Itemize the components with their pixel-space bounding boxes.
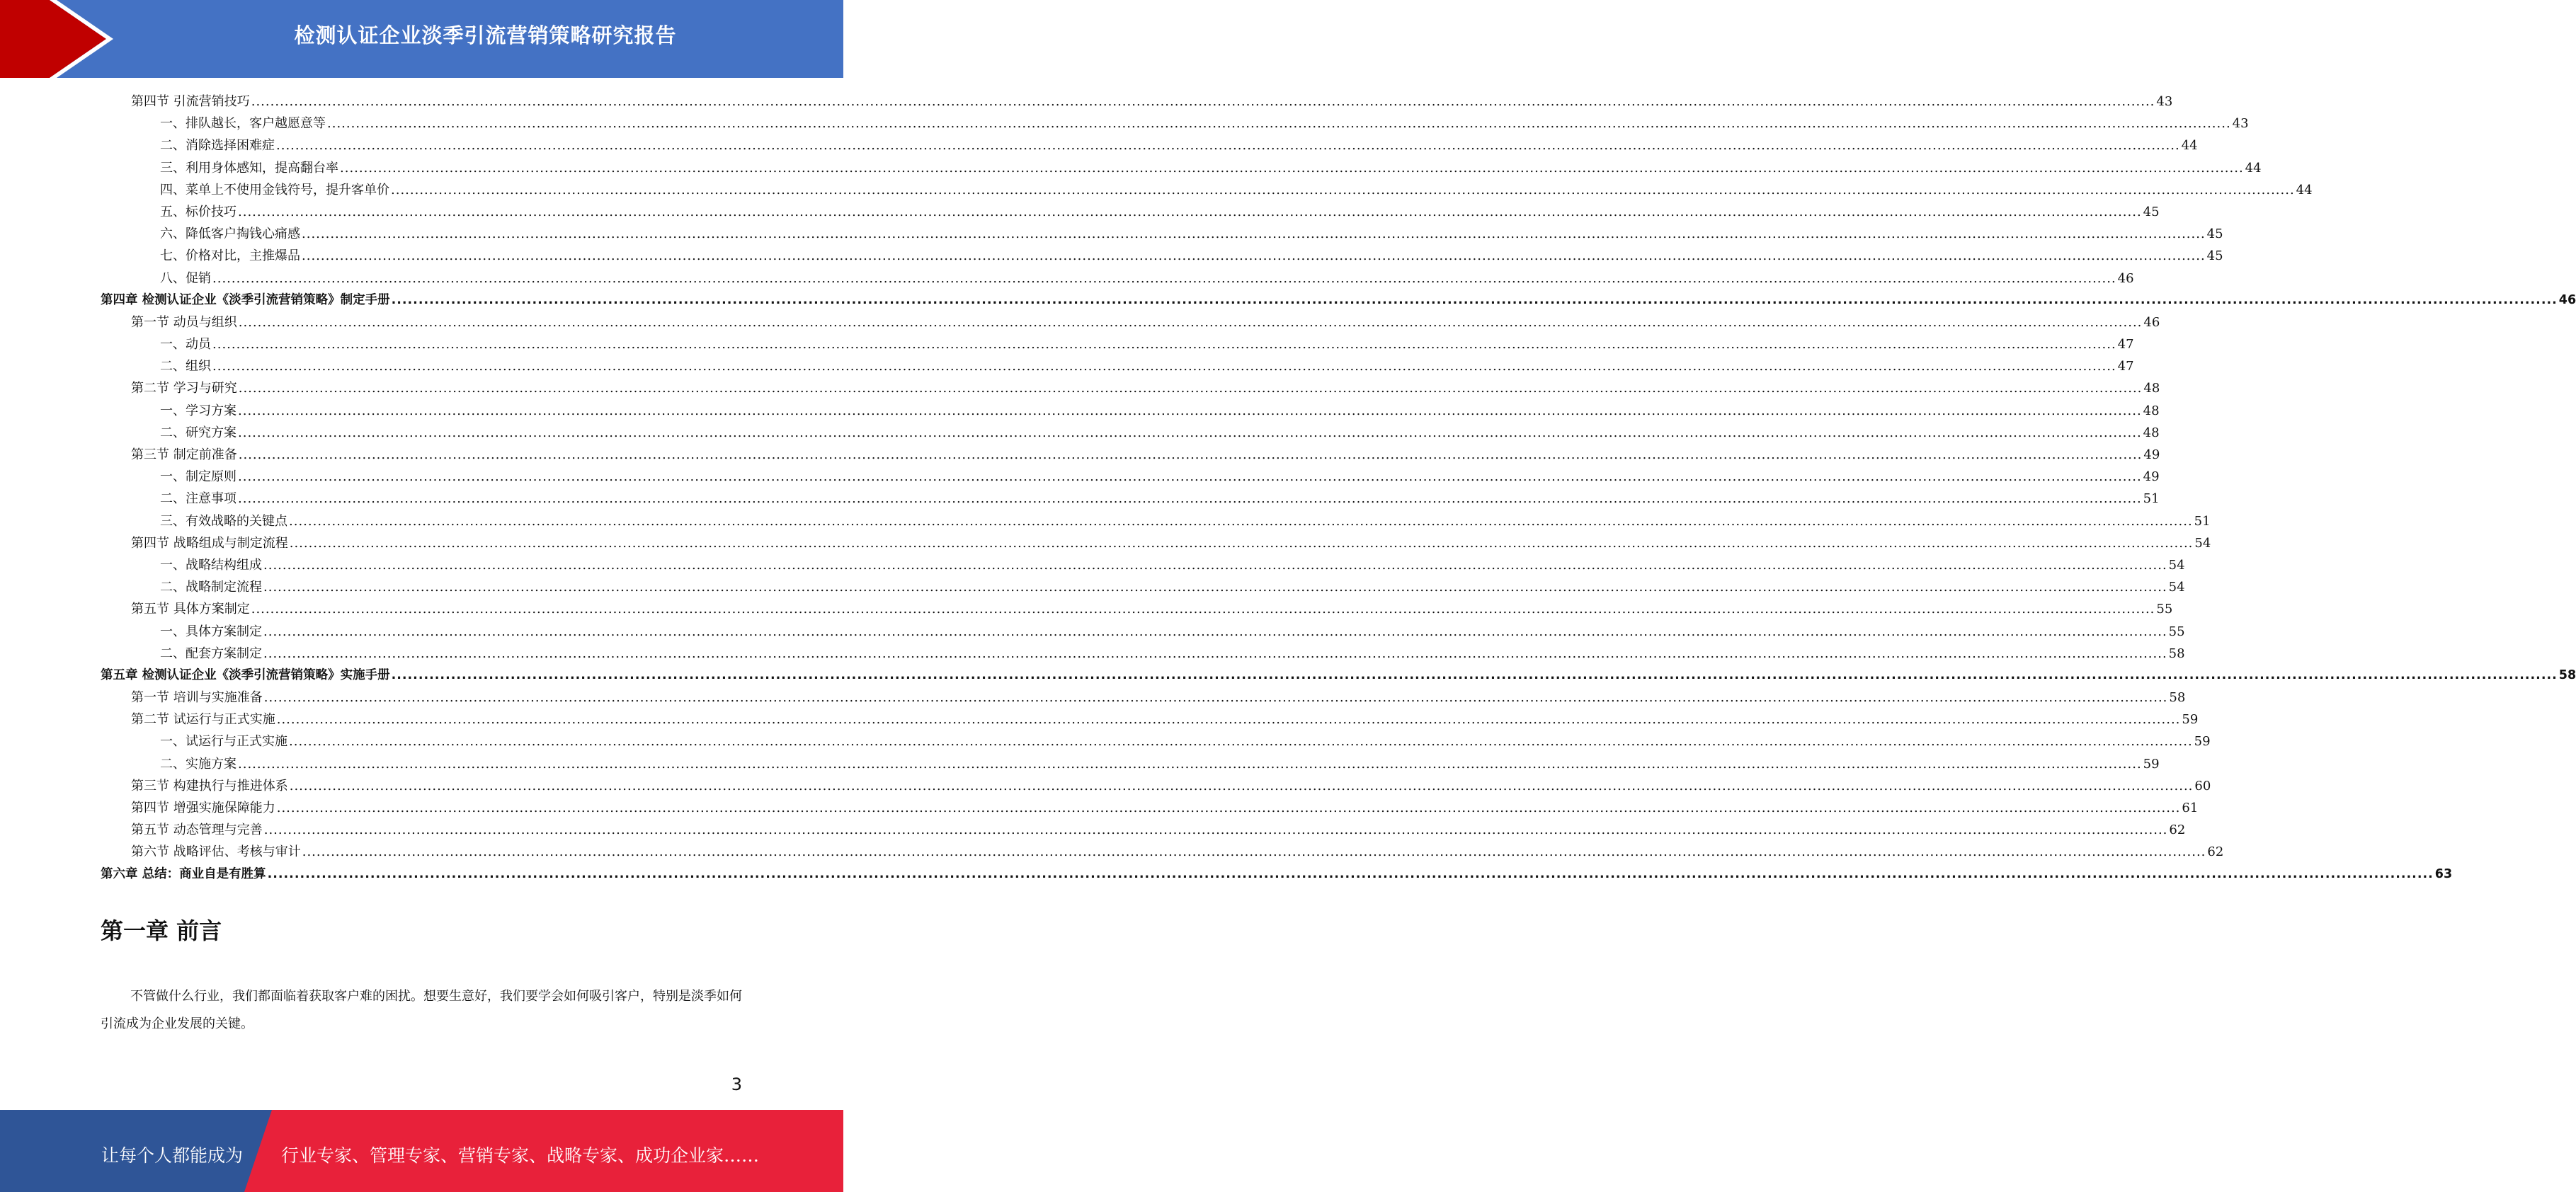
toc-entry-label: 第一节 动员与组织 xyxy=(131,314,237,330)
toc-entry-page: 58 xyxy=(2169,690,2186,706)
toc-entry-page: 47 xyxy=(2117,359,2134,374)
toc-dot-leader: ................................................................................................................................................................................................................................................................................................................................................................................................................ xyxy=(238,491,2142,507)
toc-entry[interactable] xyxy=(101,864,2453,886)
toc-entry[interactable] xyxy=(101,223,2223,245)
toc-entry-page: 51 xyxy=(2194,513,2211,529)
toc-dot-leader: ................................................................................................................................................................................................................................................................................................................................................................................................................ xyxy=(238,403,2142,418)
toc-dot-leader: ................................................................................................................................................................................................................................................................................................................................................................................................................ xyxy=(302,227,2206,242)
toc-entry-page: 58 xyxy=(2168,646,2185,661)
toc-dot-leader: ................................................................................................................................................................................................................................................................................................................................................................................................................ xyxy=(212,359,2116,374)
toc-entry[interactable] xyxy=(101,576,2185,598)
toc-entry[interactable] xyxy=(101,819,2186,841)
toc-entry-label: 一、战略结构组成 xyxy=(160,557,262,573)
toc-entry[interactable] xyxy=(101,598,2173,620)
toc-entry[interactable] xyxy=(101,510,2211,532)
toc-entry-page: 48 xyxy=(2143,381,2160,396)
toc-dot-leader: ................................................................................................................................................................................................................................................................................................................................................................................................................ xyxy=(251,602,2155,617)
toc-entry-label: 四、菜单上不使用金钱符号，提升客单价 xyxy=(160,182,389,197)
toc-dot-leader: ................................................................................................................................................................................................................................................................................................................................................................................................................ xyxy=(302,844,2206,860)
toc-entry-label: 八、促销 xyxy=(160,270,211,286)
toc-entry[interactable] xyxy=(101,730,2211,752)
toc-entry-page: 49 xyxy=(2143,469,2160,485)
toc-entry-label: 七、价格对比，主推爆品 xyxy=(160,248,300,264)
toc-entry-label: 二、注意事项 xyxy=(160,491,236,507)
toc-entry-label: 第二节 试运行与正式实施 xyxy=(131,712,275,728)
toc-entry[interactable] xyxy=(101,488,2160,510)
toc-entry[interactable] xyxy=(101,422,2160,444)
toc-entry-label: 二、战略制定流程 xyxy=(160,580,262,595)
toc-dot-leader: ................................................................................................................................................................................................................................................................................................................................................................................................................ xyxy=(391,182,2295,197)
toc-entry[interactable] xyxy=(101,554,2185,576)
toc-entry[interactable] xyxy=(101,797,2199,819)
footer-slogan-left: 让每个人都能成为 xyxy=(101,1145,244,1166)
toc-entry-label: 二、研究方案 xyxy=(160,425,236,440)
toc-entry-label: 第一节 培训与实施准备 xyxy=(131,690,263,706)
toc-dot-leader: ................................................................................................................................................................................................................................................................................................................................................................................................................ xyxy=(289,734,2193,750)
toc-dot-leader: ................................................................................................................................................................................................................................................................................................................................................................................................................ xyxy=(238,314,2143,330)
toc-entry-page: 43 xyxy=(2156,94,2173,109)
toc-dot-leader: ................................................................................................................................................................................................................................................................................................................................................................................................................ xyxy=(238,447,2143,462)
toc-entry[interactable] xyxy=(101,621,2185,643)
toc-entry[interactable] xyxy=(101,91,2173,113)
toc-entry-page: 47 xyxy=(2117,337,2134,353)
toc-entry-label: 第四节 引流营销技巧 xyxy=(131,94,250,109)
toc-entry-page: 59 xyxy=(2182,712,2199,728)
toc-dot-leader: ................................................................................................................................................................................................................................................................................................................................................................................................................ xyxy=(238,469,2142,485)
toc-dot-leader: ................................................................................................................................................................................................................................................................................................................................................................................................................ xyxy=(289,778,2194,793)
toc-entry-page: 45 xyxy=(2206,248,2223,264)
page-number: 3 xyxy=(731,1074,742,1094)
toc-entry-page: 51 xyxy=(2143,491,2160,507)
toc-entry-page: 54 xyxy=(2168,557,2185,573)
toc-entry-label: 第五节 动态管理与完善 xyxy=(131,823,263,838)
toc-entry[interactable] xyxy=(101,311,2160,333)
toc-entry-label: 第六章 总结：商业自是有胜算 xyxy=(101,866,266,881)
toc-entry-label: 第四章 检测认证企业《淡季引流营销策略》制定手册 xyxy=(101,292,390,307)
chapter-heading: 第一章 前言 xyxy=(101,917,222,944)
toc-entry[interactable] xyxy=(101,377,2160,399)
toc-entry[interactable] xyxy=(101,113,2249,134)
toc-dot-leader: ................................................................................................................................................................................................................................................................................................................................................................................................................ xyxy=(327,116,2231,132)
toc-dot-leader: ................................................................................................................................................................................................................................................................................................................................................................................................................ xyxy=(340,160,2244,176)
toc-entry-page: 60 xyxy=(2194,778,2211,793)
toc-entry-page: 44 xyxy=(2181,138,2198,154)
toc-entry[interactable] xyxy=(101,245,2223,267)
toc-entry[interactable] xyxy=(101,841,2224,863)
toc-entry-label: 第五节 具体方案制定 xyxy=(131,602,250,617)
toc-entry-label: 第三节 制定前准备 xyxy=(131,447,237,462)
toc-entry[interactable] xyxy=(101,201,2160,223)
toc-dot-leader: ................................................................................................................................................................................................................................................................................................................................................................................................................ xyxy=(212,337,2116,353)
toc-dot-leader: ................................................................................................................................................................................................................................................................................................................................................................................................................ xyxy=(391,667,2558,682)
toc-entry[interactable] xyxy=(101,179,2313,201)
toc-entry-page: 46 xyxy=(2143,314,2160,330)
toc-entry-page: 63 xyxy=(2434,866,2453,881)
toc-entry-page: 55 xyxy=(2156,602,2173,617)
toc-dot-leader: ................................................................................................................................................................................................................................................................................................................................................................................................................ xyxy=(263,624,2167,639)
toc-dot-leader: ................................................................................................................................................................................................................................................................................................................................................................................................................ xyxy=(263,690,2168,706)
toc-entry[interactable] xyxy=(101,400,2160,422)
toc-entry[interactable] xyxy=(101,753,2160,775)
toc-entry-page: 59 xyxy=(2194,734,2211,750)
toc-entry-page: 44 xyxy=(2245,160,2262,176)
toc-entry-label: 三、有效战略的关键点 xyxy=(160,513,287,529)
toc-dot-leader: ................................................................................................................................................................................................................................................................................................................................................................................................................ xyxy=(289,513,2193,529)
toc-dot-leader: ................................................................................................................................................................................................................................................................................................................................................................................................................ xyxy=(267,866,2434,881)
toc-entry-page: 59 xyxy=(2143,756,2160,772)
toc-entry-label: 五、标价技巧 xyxy=(160,204,236,219)
toc-entry[interactable] xyxy=(101,444,2160,466)
toc-dot-leader: ................................................................................................................................................................................................................................................................................................................................................................................................................ xyxy=(238,381,2143,396)
toc-entry-page: 62 xyxy=(2169,823,2186,838)
toc-entry-page: 54 xyxy=(2168,580,2185,595)
toc-dot-leader: ................................................................................................................................................................................................................................................................................................................................................................................................................ xyxy=(238,204,2142,219)
toc-entry-label: 第二节 学习与研究 xyxy=(131,381,237,396)
toc-entry[interactable] xyxy=(101,532,2211,554)
toc-entry[interactable] xyxy=(101,268,2134,290)
page-footer xyxy=(0,1110,843,1192)
toc-dot-leader: ................................................................................................................................................................................................................................................................................................................................................................................................................ xyxy=(289,535,2194,551)
toc-entry-label: 第四节 增强实施保障能力 xyxy=(131,801,275,815)
toc-entry-page: 45 xyxy=(2206,227,2223,242)
toc-entry-page: 55 xyxy=(2168,624,2185,639)
page-header xyxy=(0,0,843,78)
toc-entry-label: 一、学习方案 xyxy=(160,403,236,418)
toc-entry-label: 一、试运行与正式实施 xyxy=(160,734,287,750)
toc-entry[interactable] xyxy=(101,643,2185,665)
toc-dot-leader: ................................................................................................................................................................................................................................................................................................................................................................................................................ xyxy=(251,94,2155,109)
toc-dot-leader: ................................................................................................................................................................................................................................................................................................................................................................................................................ xyxy=(263,823,2168,838)
toc-entry-page: 54 xyxy=(2194,535,2211,551)
toc-entry-label: 第五章 检测认证企业《淡季引流营销策略》实施手册 xyxy=(101,667,390,682)
toc-entry-label: 一、动员 xyxy=(160,337,211,353)
toc-dot-leader: ................................................................................................................................................................................................................................................................................................................................................................................................................ xyxy=(276,801,2181,815)
toc-entry-page: 49 xyxy=(2143,447,2160,462)
toc-dot-leader: ................................................................................................................................................................................................................................................................................................................................................................................................................ xyxy=(302,248,2206,264)
toc-entry[interactable] xyxy=(101,157,2262,179)
toc-entry-page: 58 xyxy=(2558,667,2576,682)
toc-entry[interactable] xyxy=(101,709,2199,730)
toc-entry-label: 二、实施方案 xyxy=(160,756,236,772)
table-of-contents xyxy=(101,91,2576,886)
toc-entry-page: 44 xyxy=(2296,182,2313,197)
toc-entry[interactable] xyxy=(101,134,2198,156)
toc-entry-page: 46 xyxy=(2117,270,2134,286)
toc-dot-leader: ................................................................................................................................................................................................................................................................................................................................................................................................................ xyxy=(212,270,2116,286)
toc-entry[interactable] xyxy=(101,466,2160,488)
toc-entry-label: 第四节 战略组成与制定流程 xyxy=(131,535,288,551)
toc-entry[interactable] xyxy=(101,665,2576,687)
toc-entry-page: 48 xyxy=(2143,403,2160,418)
toc-dot-leader: ................................................................................................................................................................................................................................................................................................................................................................................................................ xyxy=(263,557,2167,573)
toc-entry-label: 一、具体方案制定 xyxy=(160,624,262,639)
toc-entry-page: 61 xyxy=(2182,801,2199,815)
header-title: 检测认证企业淡季引流营销策略研究报告 xyxy=(294,23,677,47)
toc-dot-leader: ................................................................................................................................................................................................................................................................................................................................................................................................................ xyxy=(238,756,2142,772)
toc-entry-page: 48 xyxy=(2143,425,2160,440)
toc-dot-leader: ................................................................................................................................................................................................................................................................................................................................................................................................................ xyxy=(238,425,2142,440)
toc-entry-label: 一、排队越长，客户越愿意等 xyxy=(160,116,326,132)
toc-dot-leader: ................................................................................................................................................................................................................................................................................................................................................................................................................ xyxy=(263,580,2167,595)
toc-entry[interactable] xyxy=(101,333,2134,355)
toc-dot-leader: ................................................................................................................................................................................................................................................................................................................................................................................................................ xyxy=(276,712,2181,728)
toc-entry-label: 二、消除选择困难症 xyxy=(160,138,275,154)
toc-dot-leader: ................................................................................................................................................................................................................................................................................................................................................................................................................ xyxy=(263,646,2167,661)
toc-entry-label: 二、配套方案制定 xyxy=(160,646,262,661)
toc-entry-page: 46 xyxy=(2558,292,2576,307)
toc-entry-page: 43 xyxy=(2232,116,2249,132)
footer-slogan-right: 行业专家、管理专家、营销专家、战略专家、成功企业家…… xyxy=(281,1145,760,1166)
toc-entry[interactable] xyxy=(101,687,2186,709)
toc-entry-label: 第六节 战略评估、考核与审计 xyxy=(131,844,301,860)
toc-dot-leader: ................................................................................................................................................................................................................................................................................................................................................................................................................ xyxy=(276,138,2180,154)
toc-entry-label: 三、利用身体感知，提高翻台率 xyxy=(160,160,338,176)
toc-entry-label: 二、组织 xyxy=(160,359,211,374)
toc-entry-page: 45 xyxy=(2143,204,2160,219)
toc-entry[interactable] xyxy=(101,775,2211,797)
chapter-paragraph: 不管做什么行业，我们都面临着获取客户难的困扰。想要生意好，我们要学会如何吸引客户，特别是淡季如何引流成为企业发展的关键。 xyxy=(101,989,742,1031)
toc-dot-leader: ................................................................................................................................................................................................................................................................................................................................................................................................................ xyxy=(391,292,2558,307)
toc-entry-page: 62 xyxy=(2207,844,2224,860)
toc-entry-label: 六、降低客户掏钱心痛感 xyxy=(160,227,300,242)
toc-entry-label: 第三节 构建执行与推进体系 xyxy=(131,778,288,793)
toc-entry-label: 一、制定原则 xyxy=(160,469,236,485)
toc-entry[interactable] xyxy=(101,355,2134,377)
toc-entry[interactable] xyxy=(101,290,2576,311)
